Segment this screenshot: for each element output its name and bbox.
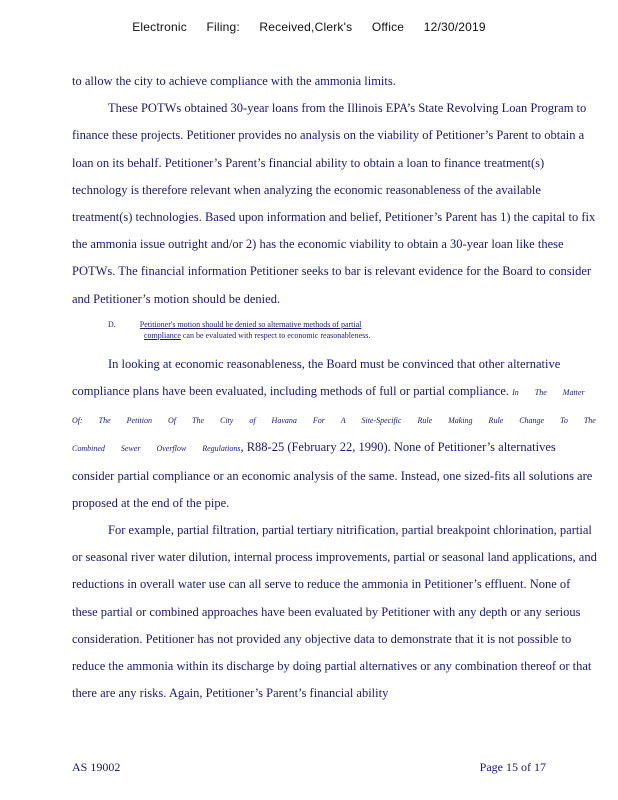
heading-line-2a: compliance [144,330,181,340]
heading-letter: D. [108,319,116,329]
paragraph-2: These POTWs obtained 30-year loans from the Illinois EPA’s State Revolving Loan Program to finance these projects. Petitioner provides no analysis on the viability of Petitioner’s Parent to obtain a loan on its behalf. Petitioner’s Parent’s financial ability to obtain a loan to finance treatment(s) technology is therefore relevant when analyzing the economic reasonableness of the available treatment(s) technologies. Based upon information and belief, Petitioner’s Parent has 1) the capital to fix the ammonia issue outright and/or 2) has the economic viability to obtain a 30-year loan like these POTWs. The financial information Petitioner seeks to bar is relevant evidence for the Board to consider and Petitioner’s motion should be denied. [72,101,596,306]
paragraph-3-end: , R88-25 (February 22, 1990). None of Petitioner’s alternatives consider partial compliance or an economic analysis of the same. Instead, one sized-fits all solutions are proposed at the end of the pipe. [72,440,593,510]
paragraph-1: to allow the city to achieve compliance with the ammonia limits. [72,74,396,88]
header-date: 12/30/2019 [423,20,486,34]
paragraph-3-start: In looking at economic reasonableness, the Board must be convinced that other alternative compliance plans have been evaluated, including methods of full or partial compliance. [72,356,561,399]
header-electronic: Electronic [132,20,187,34]
header-received: Received,Clerk's [259,20,353,34]
heading-line-1: Petitioner's motion should be denied so alternative methods of partial [139,319,362,329]
header-filing: Filing: [206,20,240,34]
paragraph-3 [72,351,598,517]
footer-docket: AS 19002 [72,760,121,774]
paragraph-4: For example, partial filtration, partial tertiary nitrification, partial breakpoint chlorination, partial or seasonal river water dilution, internal process improvements, partial or seasonal land applications, and reductions in overall water use can all serve to reduce the ammonia in Petitioner’s effluent. None of these partial or combined approaches have been evaluated by Petitioner with any depth or any serious consideration. Petitioner has not provided any objective data to demonstrate that it is not possible to reduce the ammonia within its discharge by doing partial alternatives or any combination thereof or that there are any risks. Again, Petitioner’s Parent’s financial ability [72,523,597,701]
heading-line-2b: can be evaluated with respect to economic reasonableness. [182,330,371,340]
case-citation: In The Matter Of: The Petition Of The City of Havana For A Site-Specific Rule Making Rule Change To The Combined Sewer Overflow Regulations [72,388,596,454]
header-office: Office [371,20,405,34]
footer-page-number: Page 15 of 17 [479,760,546,774]
filing-header [0,20,618,34]
document-body [72,68,598,707]
section-heading-d [108,319,598,341]
page-footer [72,760,546,775]
